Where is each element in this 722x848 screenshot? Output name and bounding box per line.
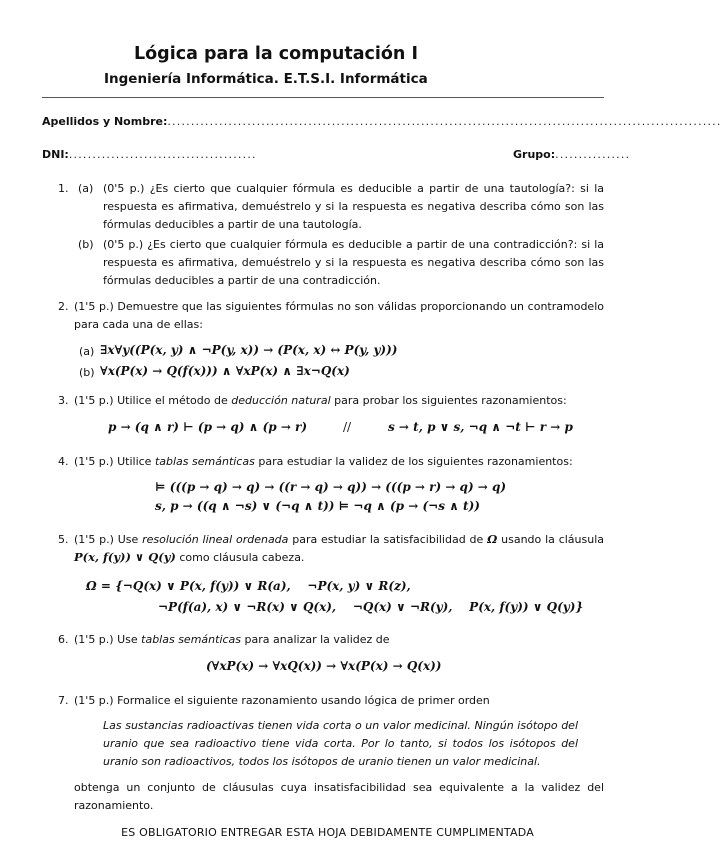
name-field[interactable] — [42, 115, 722, 128]
footer-notice: ES OBLIGATORIO ENTREGAR ESTA HOJA DEBIDAMENTE CUMPLIMENTADA — [121, 826, 534, 839]
problem-6-text-em: tablas semánticas — [141, 633, 242, 646]
problem-5-set-line-2: ¬P(f(a), x) ∨ ¬R(x) ∨ Q(x), ¬Q(x) ∨ ¬R(y), P(x, f(y)) ∨ Q(y)} — [158, 600, 584, 614]
problem-4 — [74, 453, 604, 471]
problem-1b-tag: (b) — [78, 238, 94, 251]
problem-4-text-pre: Utilice — [117, 455, 155, 468]
dni-field-dots: ........................................ — [68, 148, 257, 161]
problem-7-text-after: obtenga un conjunto de cláusulas cuya insatisfacibilidad sea equivalente a la validez del razonamiento. — [74, 781, 604, 812]
problem-6-text-pre: Use — [117, 633, 142, 646]
problem-5-text-pre: Use — [117, 533, 143, 546]
problem-1-number: 1. — [58, 182, 69, 195]
problem-7-number: 7. — [58, 694, 69, 707]
problem-3-separator: // — [343, 420, 352, 434]
problem-3-text-post: para probar los siguientes razonamientos: — [330, 394, 567, 407]
group-field-dots: ................ — [555, 148, 631, 161]
problem-3-formula-left: p → (q ∧ r) ⊢ (p → q) ∧ (p → r) — [108, 420, 308, 434]
problem-1a-tag: (a) — [78, 182, 94, 195]
problem-5-text-tail: como cláusula cabeza. — [179, 550, 305, 564]
problem-4-number: 4. — [58, 455, 69, 468]
page-subtitle: Ingeniería Informática. E.T.S.I. Informática — [104, 71, 428, 87]
problem-5-omega: Ω — [487, 532, 498, 546]
group-field[interactable] — [513, 148, 631, 161]
problem-2-text: Demuestre que las siguientes fórmulas no son válidas proporcionando un contramodelo para cada una de ellas: — [74, 300, 604, 331]
problem-4-text-post: para estudiar la validez de los siguientes razonamientos: — [254, 455, 573, 468]
problem-3-text-pre: Utilice el método de — [117, 394, 232, 407]
problem-1a-text: ¿Es cierto que cualquier fórmula es deducible a partir de una tautología?: si la respuesta es afirmativa, demuéstrelo y si la respuesta es negativa describa cómo son las fórmulas deducibles a partir de una tautología. — [103, 182, 604, 231]
problem-2a-formula: ∃x∀y((P(x, y) ∧ ¬P(y, x)) → (P(x, x) ↔ P(y, y))) — [100, 343, 398, 357]
name-field-dots: ...................................................................................................................... — [167, 115, 722, 128]
problem-4-points: (1'5 p.) — [74, 455, 114, 468]
header-divider — [42, 97, 604, 98]
problem-5-text-post: usando la cláusula — [497, 533, 605, 546]
problem-6-formula: (∀xP(x) → ∀xQ(x)) → ∀x(P(x) → Q(x)) — [206, 659, 442, 673]
page-title: Lógica para la computación I — [134, 44, 418, 64]
problem-2 — [74, 298, 604, 334]
problem-4-text-em: tablas semánticas — [154, 455, 255, 468]
problem-1b-text: ¿Es cierto que cualquier fórmula es deducible a partir de una contradicción?: si la respuesta es afirmativa, demuéstrelo y si la respuesta es negativa describa cómo son las fórmulas deducibles a partir de una contradicción. — [103, 238, 604, 287]
problem-5-text-mid: para estudiar la satisfacibilidad de — [288, 533, 488, 546]
problem-5-number: 5. — [58, 533, 69, 546]
dni-field[interactable] — [42, 148, 257, 161]
problem-1b — [103, 236, 604, 289]
problem-2-points: (1'5 p.) — [74, 300, 114, 313]
problem-1b-points: (0'5 p.) — [103, 238, 144, 251]
problem-2b-tag: (b) — [79, 366, 95, 379]
problem-3-points: (1'5 p.) — [74, 394, 114, 407]
problem-3 — [74, 392, 604, 410]
problem-5-text-em: resolución lineal ordenada — [142, 533, 289, 546]
problem-6-number: 6. — [58, 633, 69, 646]
problem-4-formula-1: ⊨ (((p → q) → q) → ((r → q) → q)) → (((p → r) → q) → q) — [155, 480, 507, 494]
problem-7-text: Formalice el siguiente razonamiento usando lógica de primer orden — [117, 694, 490, 707]
problem-2-number: 2. — [58, 300, 69, 313]
name-field-label: Apellidos y Nombre: — [42, 115, 168, 128]
problem-6-text-post: para analizar la validez de — [241, 633, 390, 646]
problem-1a — [103, 180, 604, 233]
problem-2b-formula: ∀x(P(x) → Q(f(x))) ∧ ∀xP(x) ∧ ∃x¬Q(x) — [100, 364, 350, 378]
problem-7 — [74, 692, 604, 710]
problem-1a-points: (0'5 p.) — [103, 182, 145, 195]
problem-3-text-em: deducción natural — [231, 394, 331, 407]
problem-6 — [74, 631, 604, 649]
problem-5-head-clause: P(x, f(y)) ∨ Q(y) — [74, 549, 176, 564]
problem-6-points: (1'5 p.) — [74, 633, 114, 646]
problem-7-quote: Las sustancias radioactivas tienen vida corta o un valor medicinal. Ningún isótopo del uranio que sea radioactivo tiene vida corta. Por lo tanto, si todos los isótopos del uranio son radioactivos, todos los isótopos de uranio tienen un valor medicinal. — [103, 719, 578, 768]
problem-4-formula-2: s, p → ((q ∧ ¬s) ∨ (¬q ∧ t)) ⊨ ¬q ∧ (p → (¬s ∧ t)) — [155, 499, 480, 513]
problem-5-set-line-1: Ω = {¬Q(x) ∨ P(x, f(y)) ∨ R(a), ¬P(x, y) ∨ R(z), — [86, 579, 411, 593]
problem-5 — [74, 531, 604, 567]
dni-field-label: DNI: — [42, 148, 69, 161]
problem-7-points: (1'5 p.) — [74, 694, 114, 707]
problem-3-formula-right: s → t, p ∨ s, ¬q ∧ ¬t ⊢ r → p — [388, 420, 573, 434]
problem-2a-tag: (a) — [79, 345, 95, 358]
group-field-label: Grupo: — [513, 148, 556, 161]
problem-3-number: 3. — [58, 394, 69, 407]
problem-5-points: (1'5 p.) — [74, 533, 114, 546]
